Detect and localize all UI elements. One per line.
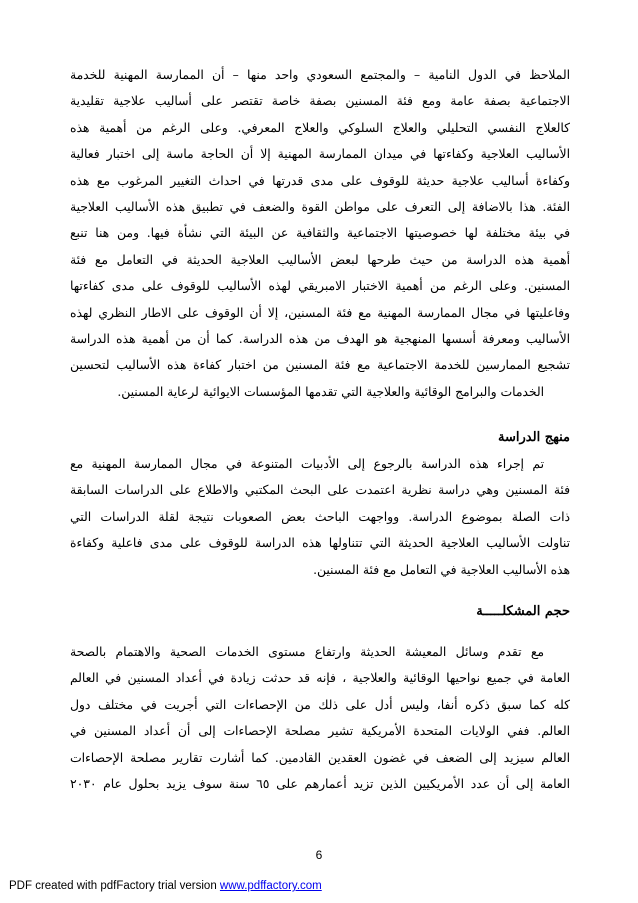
paragraph-line: الأساليب ومعرفة أسسها المنهجية هو الهدف من هذه الدراسة. كما أن من أهمية هذه الدراسة bbox=[70, 331, 570, 346]
paragraph-line: ذات الصلة بموضوع الدراسة. وواجهت الباحث بعض الصعوبات نتيجة لقلة الدراسات التي bbox=[70, 509, 570, 524]
paragraph-line: العالم سيزيد إلى الضعف في غضون العقدين القادمين. كما أشارت تقارير مصلحة الإحصاءات bbox=[70, 750, 570, 765]
paragraph-line: العامة في جميع نواحيها الوقائية والعلاجية ، فإنه قد حدثت زيادة في أعداد المسنين في العالم bbox=[70, 671, 570, 686]
footer-text: PDF created with pdfFactory trial version bbox=[9, 880, 220, 892]
paragraph-line: في بيئة مختلفة لها خصوصيتها الاجتماعية والثقافية عن البيئة التي نشأة فيها. ومن هنا تنبع bbox=[70, 226, 570, 241]
paragraph-line: هذه الأساليب العلاجية في التعامل مع فئة المسنين. bbox=[313, 562, 570, 577]
paragraph-line: كالعلاج النفسي التحليلي والعلاج السلوكي والعلاج المعرفي. وعلى الرغم من أهمية هذه bbox=[70, 120, 570, 135]
paragraph-significance bbox=[70, 62, 570, 405]
page-body bbox=[70, 62, 570, 797]
paragraph-line: مع تقدم وسائل المعيشة الحديثة وارتفاع مستوى الخدمات الصحية والاهتمام بالصحة bbox=[70, 645, 544, 660]
paragraph-line: الخدمات والبرامج الوقائية والعلاجية التي تقدمها المؤسسات الايوائية لرعاية المسنين. bbox=[117, 384, 544, 399]
paragraph-line: فئة المسنين وهي دراسة نظرية اعتمدت على البحث المكتبي والاطلاع على الدراسات السابقة bbox=[70, 483, 570, 498]
page-number: 6 bbox=[315, 848, 323, 862]
paragraph-line: العامة إلى أن عدد الأمريكيين الذين تزيد أعمارهم على ٦٥ سنة سوف يزيد بحلول عام ٢٠٣٠ bbox=[70, 776, 570, 791]
paragraph-line: العالم. ففي الولايات المتحدة الأمريكية تشير مصلحة الإحصاءات إلى أن أعداد المسنين في bbox=[70, 724, 570, 739]
paragraph-line: تم إجراء هذه الدراسة بالرجوع إلى الأدبيات المتنوعة في مجال الممارسة المهنية مع bbox=[70, 457, 544, 472]
paragraph-line: تشجيع الممارسين للخدمة الاجتماعية مع فئة المسنين من اختبار كفاءة هذه الأساليب لتحسين bbox=[70, 358, 570, 373]
paragraph-line: الملاحظ في الدول النامية – والمجتمع السعودي واحد منها – أن الممارسة المهنية للخدمة bbox=[70, 68, 570, 82]
paragraph-line: وكفاءة أساليب علاجية حديثة للوقوف على مدى قدرتها في احداث التغيير المرغوب مع هذه bbox=[70, 173, 570, 188]
paragraph-line: المسنين. وعلى الرغم من أهمية الاختبار الامبريقي لهذه الأساليب للوقوف على مدى كفاءتها bbox=[70, 279, 570, 294]
paragraph-line: كله كما سبق ذكره أنفا، وليس أدل على ذلك من الإحصاءات التي أجريت في مختلف دول bbox=[70, 697, 570, 712]
section-heading-problem: حجم المشكلـــــة bbox=[476, 604, 570, 620]
paragraph-line: تناولت الأساليب العلاجية الحديثة التي تتناولها هذه الدراسة للوقوف على مدى فاعلية وكفاءة bbox=[70, 536, 570, 551]
pdf-footer bbox=[9, 880, 322, 892]
paragraph-line: الاجتماعية بصفة عامة ومع فئة المسنين بصفة خاصة تقتصر على أساليب علاجية تقليدية bbox=[70, 94, 570, 109]
paragraph-line: أهمية هذه الدراسة من حيث طرحها لبعض الأساليب العلاجية الحديثة في التعامل مع فئة bbox=[70, 252, 570, 267]
footer-link[interactable]: www.pdffactory.com bbox=[219, 880, 322, 892]
paragraph-problem bbox=[70, 639, 570, 797]
paragraph-method bbox=[70, 451, 570, 583]
section-heading-method: منهج الدراسة bbox=[498, 430, 570, 446]
paragraph-line: الفئة. هذا بالاضافة إلى التعرف على مواطن القوة والضعف في تطبيق هذه الأساليب العلاجية bbox=[70, 199, 570, 214]
paragraph-line: الأساليب العلاجية وكفاءتها في ميدان الممارسة المهنية إلا أن الحاجة ماسة إلى اختبار فعالية bbox=[70, 147, 570, 162]
paragraph-line: وفاعليتها في مجال الممارسة المهنية مع فئة المسنين، إلا أن الوقوف على الاطار النظري لهذه bbox=[70, 305, 570, 320]
